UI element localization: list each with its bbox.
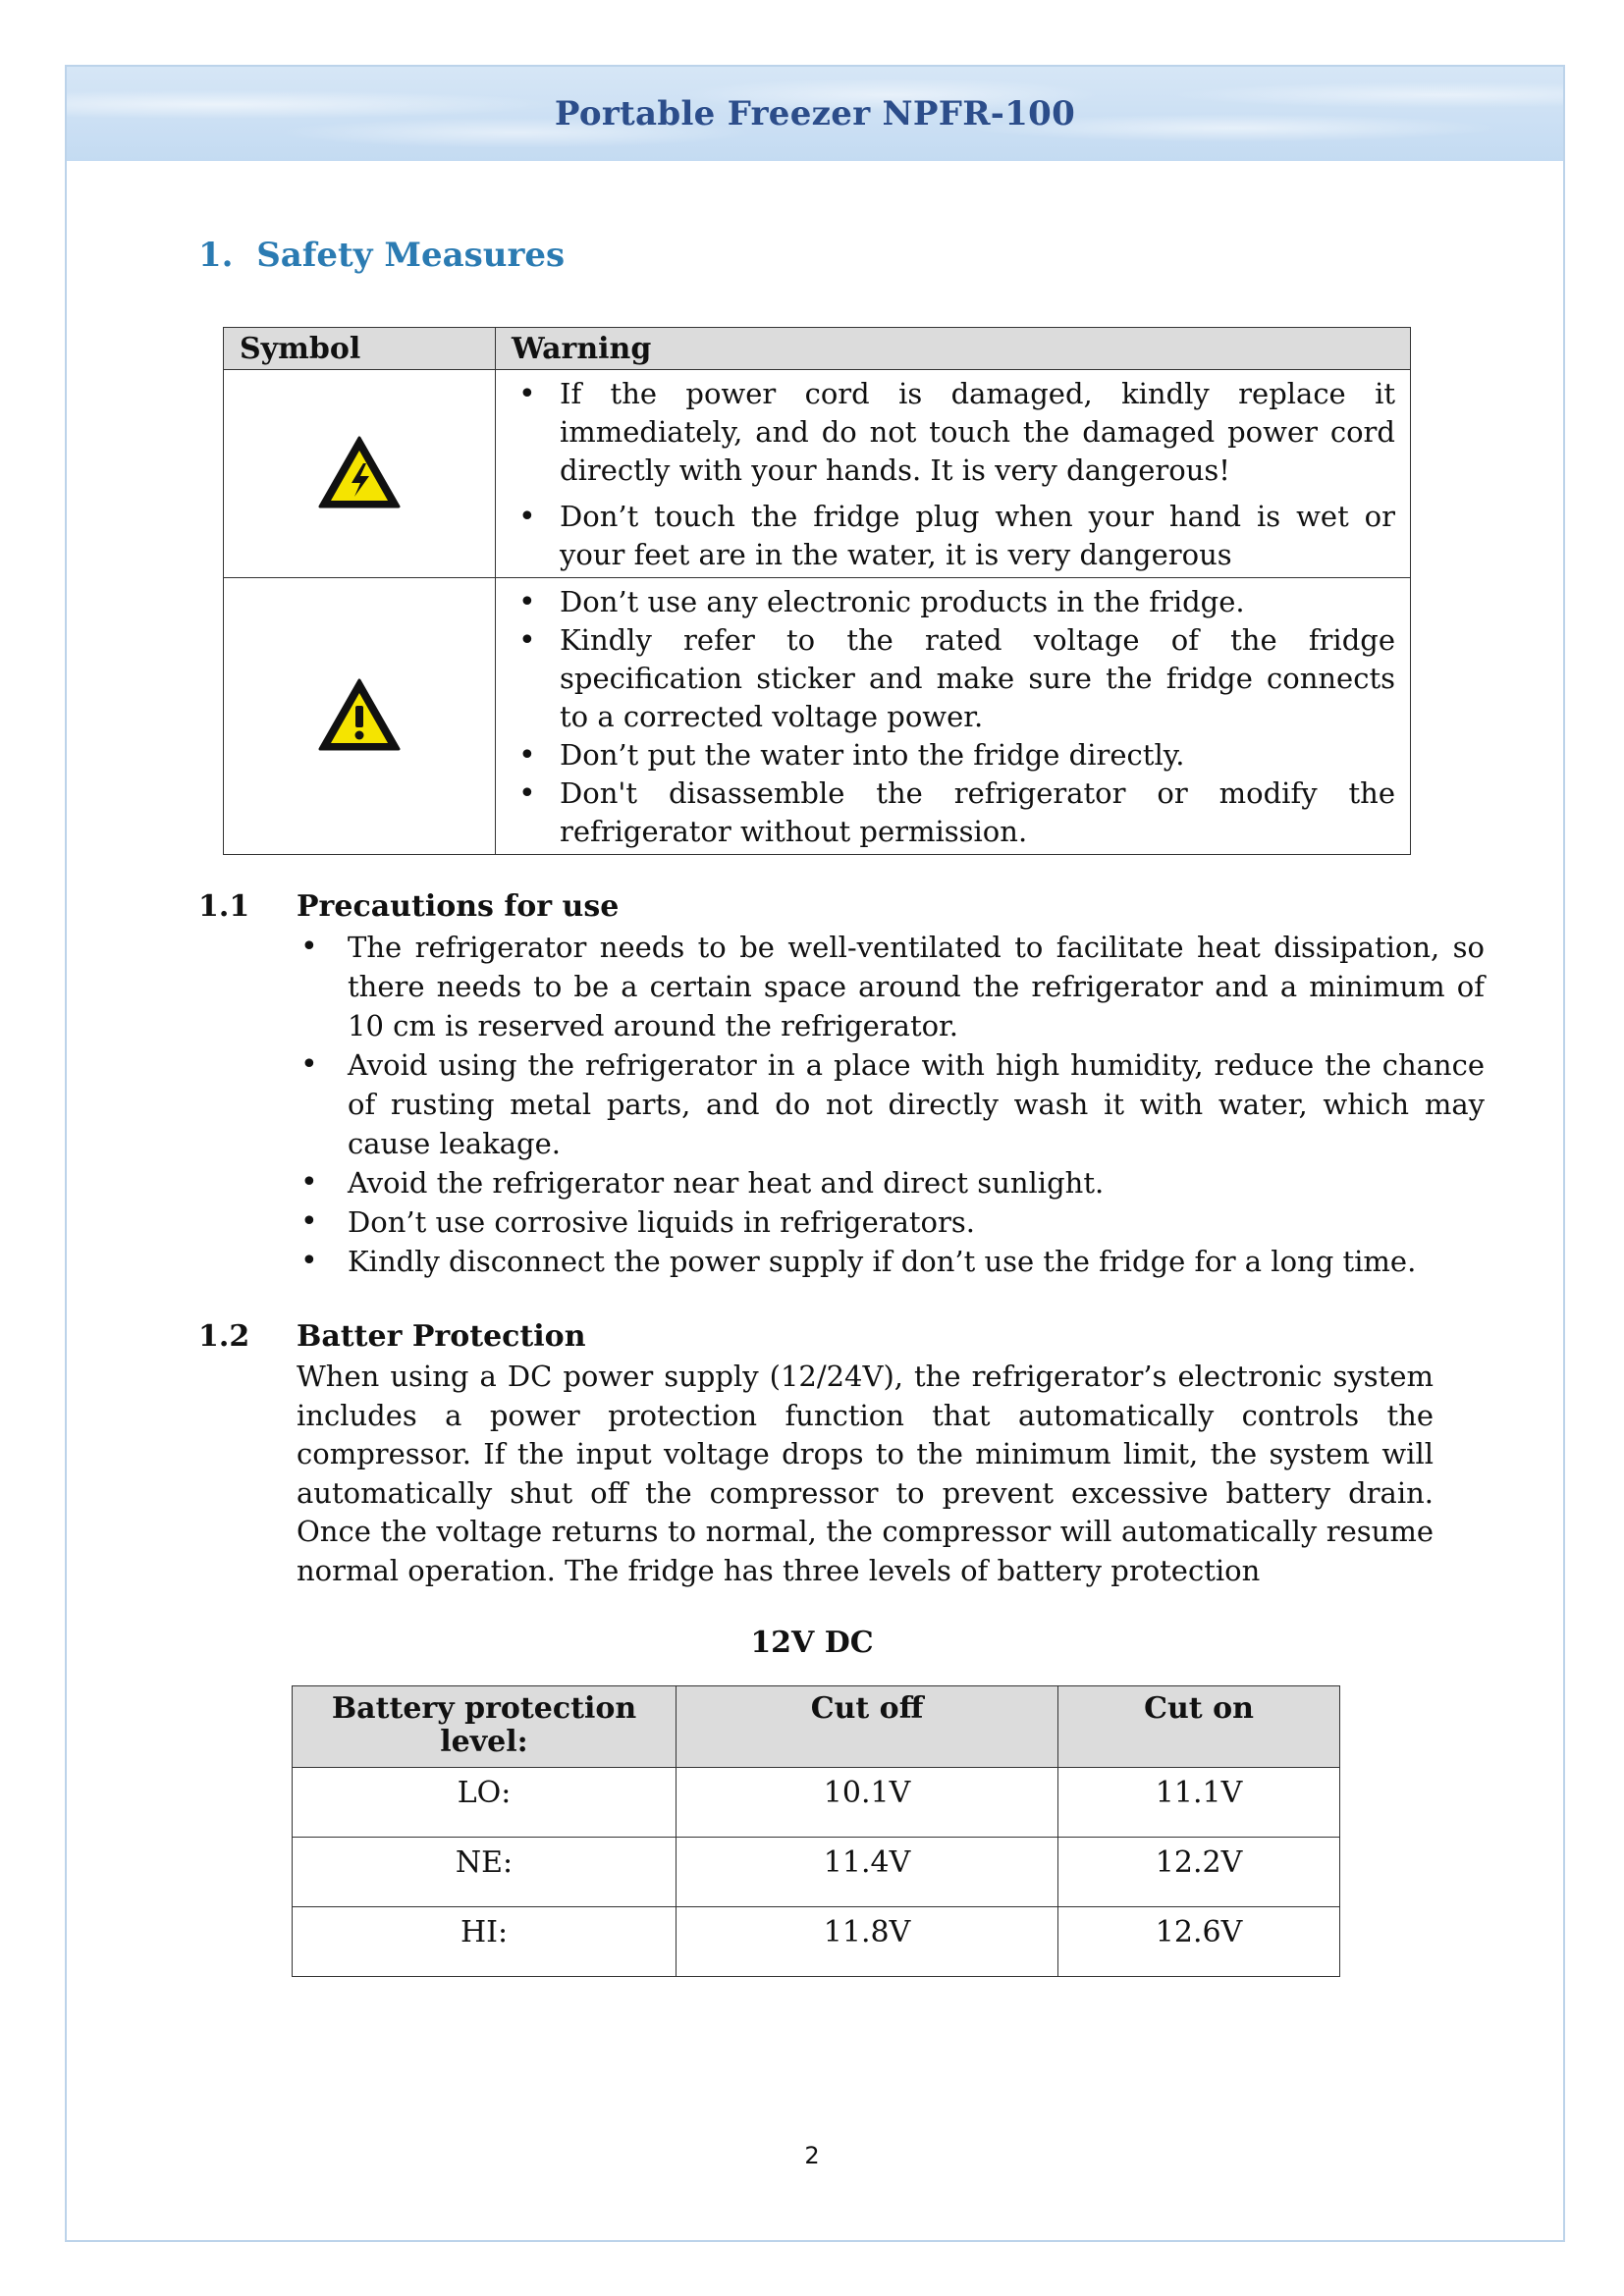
list-item: • If the power cord is damaged, kindly replace it immediately, and do not touch the damaged power cord directly with your hands. It is very dangerous! [560,375,1395,490]
precautions-title: Precautions for use [297,889,620,924]
level-cell: HI: [293,1907,677,1977]
warning-cell [496,370,1411,578]
level-column-header: Battery protection level: [293,1686,677,1768]
cut-on-cell: 11.1V [1058,1768,1340,1838]
list-item: • Don’t use corrosive liquids in refrigerators. [348,1202,1485,1242]
level-cell: NE: [293,1838,677,1907]
cut-off-cell: 11.8V [677,1907,1058,1977]
document-title: Portable Freezer NPFR-100 [554,94,1076,133]
safety-table [223,327,1411,855]
list-item: • Avoid the refrigerator near heat and direct sunlight. [348,1163,1485,1202]
cut-off-cell: 11.4V [677,1838,1058,1907]
section-title: Safety Measures [256,236,566,275]
warning-list [497,579,1409,853]
warning-column-header: Warning [496,328,1411,370]
table-row [293,1907,1340,1977]
warning-cell [496,578,1411,855]
cut-off-column-header: Cut off [677,1686,1058,1768]
battery-table-title: 12V DC [750,1626,874,1660]
cut-on-cell: 12.6V [1058,1907,1340,1977]
section-number: 1. [198,236,234,275]
warning-list [497,371,1409,576]
battery-table [292,1685,1340,1977]
symbol-column-header: Symbol [224,328,496,370]
list-item: • The refrigerator needs to be well-ventilated to facilitate heat dissipation, so there needs to be a certain space around the refrigerator and a minimum of 10 cm is reserved around the refrigerator. [348,928,1485,1045]
cut-on-cell: 12.2V [1058,1838,1340,1907]
precautions-heading [198,889,619,924]
table-row [293,1838,1340,1907]
table-row [293,1768,1340,1838]
safety-table-header-row [224,328,1411,370]
caution-icon [316,676,403,753]
level-cell: LO: [293,1768,677,1838]
section-heading [198,236,565,275]
battery-heading [198,1319,586,1354]
battery-title: Batter Protection [297,1319,586,1354]
list-item: • Kindly disconnect the power supply if don’t use the fridge for a long time. [348,1242,1485,1281]
table-row [224,370,1411,578]
battery-table-header-row [293,1686,1340,1768]
cut-on-column-header: Cut on [1058,1686,1340,1768]
page-number: 2 [804,2142,820,2169]
list-item: • Don’t put the water into the fridge directly. [560,736,1395,774]
symbol-cell [224,578,496,855]
battery-number: 1.2 [198,1319,250,1354]
symbol-cell [224,370,496,578]
electric-hazard-icon [316,434,403,510]
list-item: • Avoid using the refrigerator in a place with high humidity, reduce the chance of rusting metal parts, and do not directly wash it with water, which may cause leakage. [348,1045,1485,1163]
cut-off-cell: 10.1V [677,1768,1058,1838]
list-item: • Don’t touch the fridge plug when your hand is wet or your feet are in the water, it is very dangerous [560,498,1395,574]
list-item: • Kindly refer to the rated voltage of the fridge specification sticker and make sure the fridge connects to a corrected voltage power. [560,621,1395,736]
page-header [67,67,1563,161]
list-item: • Don’t use any electronic products in the fridge. [560,583,1395,621]
list-item: • Don't disassemble the refrigerator or modify the refrigerator without permission. [560,774,1395,851]
table-row [224,578,1411,855]
precautions-list [297,928,1485,1281]
battery-paragraph: When using a DC power supply (12/24V), the refrigerator’s electronic system includes a power protection function that automatically controls the compressor. If the input voltage drops to the minimum limit, the system will automatically shut off the compressor to prevent excessive battery drain. Once the voltage returns to normal, the compressor will automatically resume normal operation. The fridge has three levels of battery protection [297,1360,1434,1587]
precautions-number: 1.1 [198,889,250,924]
